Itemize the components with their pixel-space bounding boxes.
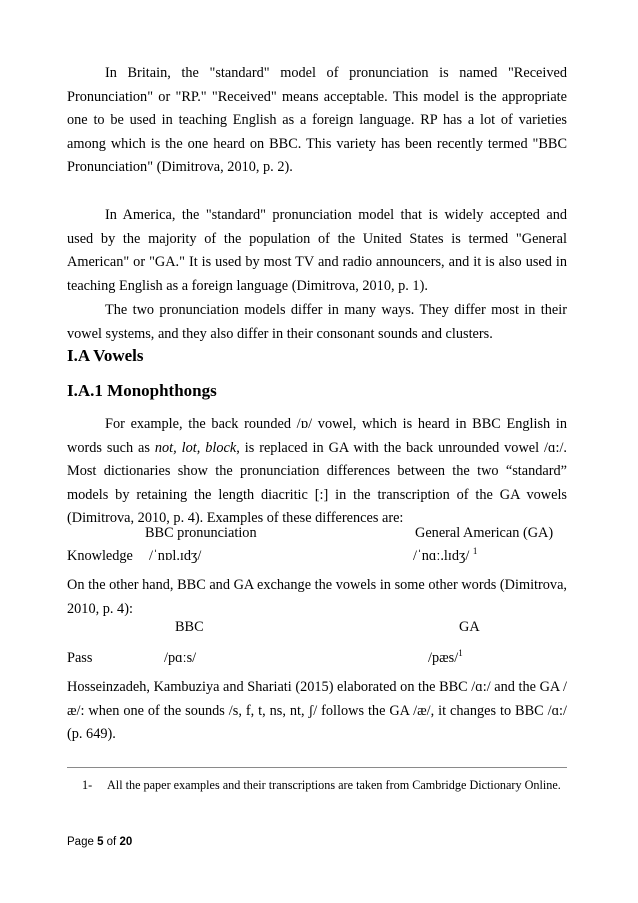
table1-col-bbc: BBC pronunciation: [145, 525, 257, 541]
table2-bbc-transcription: /pɑːs/: [164, 650, 197, 666]
paragraph-britain: In Britain, the "standard" model of pronunciation is named "Received Pronunciation" or "RP." "Received" means acceptable. This model is the appropriate one to be used in teaching English as a foreign language. RP has a lot of varieties among which is the one heard on BBC. This variety has been recently termed "BBC Pronunciation" (Dimitrova, 2010, p. 2).: [67, 65, 567, 175]
paragraph-example-words: not, lot, block: [154, 439, 237, 456]
table1-data-row: [67, 545, 567, 567]
page-number-total: 20: [119, 836, 133, 848]
footnote: [82, 775, 567, 796]
table1-ga-value: /ˈnɑː.lɪdʒ/: [413, 548, 470, 564]
footnote-text: All the paper examples and their transcriptions are taken from Cambridge Dictionary Online.: [107, 778, 561, 792]
table2-ga-transcription: [428, 647, 463, 669]
paragraph-example: [67, 413, 567, 531]
table1-word: Knowledge: [67, 548, 133, 564]
table1-ga-transcription: [413, 545, 477, 567]
page-number: [67, 836, 132, 848]
footnote-separator: [67, 767, 567, 768]
table2-ga-value: /pæs/: [428, 650, 459, 666]
paragraph-example-part1: For example, the back rounded /ɒ/ vowel, which is heard in BBC English in words such as: [67, 416, 567, 456]
paragraph-hosseinzadeh: Hosseinzadeh, Kambuziya and Shariati (2015) elaborated on the BBC /ɑ:/ and the GA /æ/: when one of the sounds /s, f, t, ns, nt, ʃ/ follows the GA /æ/, it changes to BBC /ɑ:/ (p. 649).: [67, 679, 567, 742]
table1-header-row: [67, 522, 567, 544]
table2-col-bbc: BBC: [175, 619, 204, 635]
paragraph-differences: The two pronunciation models differ in many ways. They differ most in their vowel systems, and they also differ in their consonant sounds and clusters.: [67, 302, 567, 342]
heading-vowels: I.A Vowels: [67, 346, 144, 365]
table1-col-ga: General American (GA): [415, 525, 554, 541]
table1-bbc-transcription: /ˈnɒl.ɪdʒ/: [149, 548, 202, 564]
table2-header-row: [67, 616, 567, 638]
page-number-of: of: [103, 836, 120, 848]
footnote-marker: 1: [472, 546, 478, 557]
paragraph-example-part2: , is replaced in GA with the back unrounded vowel /ɑ:/. Most dictionaries show the pronunciation differences between the two “standard” models by retaining the length diacritic [:] in the transcription of the GA vowels (Dimitrova, 2010, p. 4). Examples of these differences are:: [67, 439, 567, 526]
footnote-marker: 1: [458, 648, 463, 659]
table2-col-ga: GA: [459, 619, 480, 635]
page-number-prefix: Page: [67, 836, 98, 848]
paragraph-exchange: On the other hand, BBC and GA exchange the vowels in some other words (Dimitrova, 2010, p. 4):: [67, 577, 567, 617]
table2-word: Pass: [67, 650, 93, 666]
page-number-current: 5: [97, 836, 104, 848]
paragraph-america: In America, the "standard" pronunciation model that is widely accepted and used by the majority of the population of the United States is termed "General American" or "GA." It is used by most TV and radio announcers, and it is also used in teaching English as a foreign language (Dimitrova, 2010, p. 1).: [67, 207, 567, 294]
table2-data-row: [67, 647, 567, 669]
footnote-number: 1-: [82, 778, 93, 792]
heading-monophthongs: I.A.1 Monophthongs: [67, 381, 217, 400]
